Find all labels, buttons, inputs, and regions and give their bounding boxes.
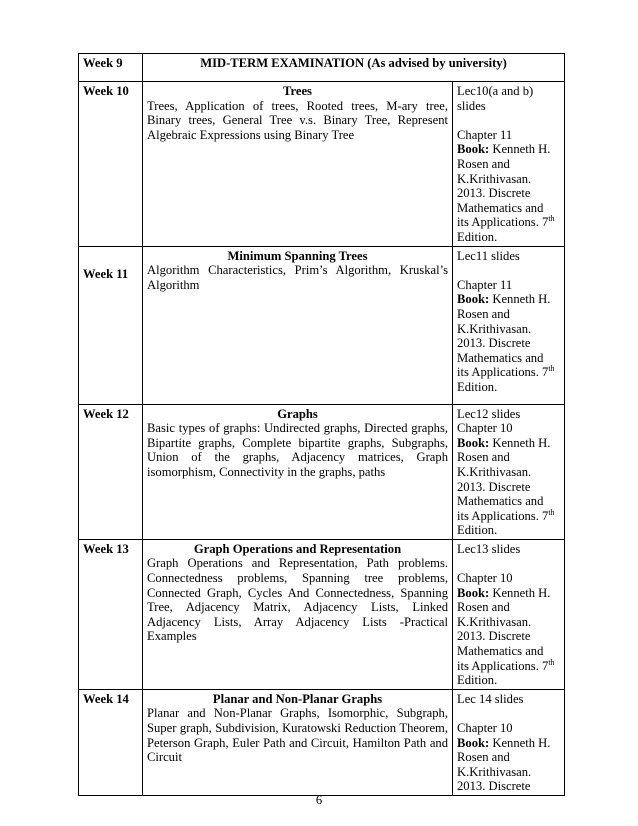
book-line: Book: Kenneth H. (457, 435, 551, 450)
topic-title: Minimum Spanning Trees (227, 248, 368, 263)
book-line: K.Krithivasan. (457, 321, 532, 336)
spacer (457, 556, 560, 571)
book-line: K.Krithivasan. (457, 614, 532, 629)
book-line: 2013. Discrete (457, 479, 531, 494)
table-row (79, 689, 565, 795)
book-line: Rosen and (457, 750, 510, 765)
book-line: Rosen and (457, 156, 510, 171)
week-cell: Week 14 (79, 689, 143, 795)
week-cell: Week 9 (79, 54, 143, 82)
topic-description: Planar and Non-Planar Graphs, Isomorphic, Subgraph, Super graph, Subdivision, Kuratowski Reduction Theorem, Peterson Graph, Euler Path and Circuit, Hamilton Path and Circuit (147, 706, 448, 765)
topic-cell (143, 404, 453, 539)
book-line: Rosen and (457, 306, 510, 321)
table-row (79, 54, 565, 82)
book-line: Mathematics and (457, 494, 544, 509)
chapter-text: Chapter 11 (457, 127, 513, 142)
book-line: 2013. Discrete (457, 779, 531, 794)
table-row (79, 246, 565, 404)
topic-title: Graphs (277, 406, 318, 421)
book-line: Book: Kenneth H. (457, 292, 551, 307)
schedule-table (78, 53, 565, 796)
topic-description: Algorithm Characteristics, Prim’s Algorithm, Kruskal’s Algorithm (147, 263, 448, 292)
chapter-text: Chapter 11 (457, 277, 513, 292)
topic-cell (143, 246, 453, 404)
week-cell: Week 11 (79, 246, 143, 404)
chapter-text: Chapter 10 (457, 421, 513, 436)
topic-description: Basic types of graphs: Undirected graphs, Directed graphs, Bipartite graphs, Complete bipartite graphs, Subgraphs, Union of the graphs, Adjacency matrices, Graph isomorphism, Connectivity in the graphs, paths (147, 421, 448, 479)
topic-description: Trees, Application of trees, Rooted trees, M-ary tree, Binary trees, General Tree v.s. Binary Tree, Represent Algebraic Expressions using Binary Tree (147, 98, 448, 142)
book-label: Book: (457, 142, 490, 157)
page-number: 6 (315, 793, 323, 807)
book-label: Book: (457, 292, 490, 307)
week-cell: Week 12 (79, 404, 143, 539)
book-label: Book: (457, 435, 490, 450)
book-line: Mathematics and (457, 644, 544, 659)
resources-cell (453, 689, 565, 795)
book-line: 2013. Discrete (457, 629, 531, 644)
spacer (457, 113, 560, 128)
book-label: Book: (457, 735, 490, 750)
book-line: its Applications. 7th (457, 507, 555, 523)
spacer (457, 263, 560, 278)
resources-cell (453, 246, 565, 404)
book-line: Rosen and (457, 450, 510, 465)
topic-description: Graph Operations and Representation, Path problems. Connectedness problems, Spanning tree problems, Connected Graph, Cycles And Connectedness, Spanning Tree, Adjacency Matrix, Adjacency Lists, Linked Adjacency Lists, Array Adjacency Lists -Practical Examples (147, 556, 448, 644)
midterm-cell: MID-TERM EXAMINATION (As advised by university) (143, 54, 565, 82)
book-line: Mathematics and (457, 200, 544, 215)
table-row (79, 539, 565, 689)
chapter-text: Chapter 10 (457, 721, 513, 735)
book-line: its Applications. 7th (457, 214, 555, 230)
resources-cell (453, 404, 565, 539)
week-cell: Week 13 (79, 539, 143, 689)
slides-text: Lec12 slides (457, 406, 521, 421)
slides-text: Lec 14 slides (457, 691, 524, 706)
topic-title: Planar and Non-Planar Graphs (212, 691, 383, 706)
topic-cell (143, 689, 453, 795)
book-line: Book: Kenneth H. (457, 735, 551, 750)
book-line: its Applications. 7th (457, 657, 555, 673)
topic-title: Trees (283, 84, 312, 98)
edition-text: Edition. (457, 673, 498, 688)
book-line: K.Krithivasan. (457, 764, 532, 779)
edition-text: Edition. (457, 523, 498, 538)
book-line: Book: Kenneth H. (457, 585, 551, 600)
edition-text: Edition. (457, 229, 498, 244)
book-line: Mathematics and (457, 350, 544, 365)
resources-cell (453, 82, 565, 247)
topic-cell (143, 82, 453, 247)
book-line: K.Krithivasan. (457, 171, 532, 186)
table-row (79, 82, 565, 247)
topic-cell (143, 539, 453, 689)
table-row (79, 404, 565, 539)
week-cell: Week 10 (79, 82, 143, 247)
book-line: Book: Kenneth H. (457, 142, 551, 157)
topic-title: Graph Operations and Representation (193, 541, 402, 556)
spacer (457, 706, 560, 721)
slides-text: Lec13 slides (457, 541, 521, 556)
resources-cell (453, 539, 565, 689)
book-line: Rosen and (457, 600, 510, 615)
chapter-text: Chapter 10 (457, 571, 513, 586)
book-line: 2013. Discrete (457, 336, 531, 351)
book-line: its Applications. 7th (457, 364, 555, 380)
edition-text: Edition. (457, 379, 498, 394)
slides-text: Lec10(a and b) slides (457, 84, 534, 113)
book-line: 2013. Discrete (457, 186, 531, 201)
book-line: K.Krithivasan. (457, 464, 532, 479)
slides-text: Lec11 slides (457, 248, 520, 263)
book-label: Book: (457, 585, 490, 600)
